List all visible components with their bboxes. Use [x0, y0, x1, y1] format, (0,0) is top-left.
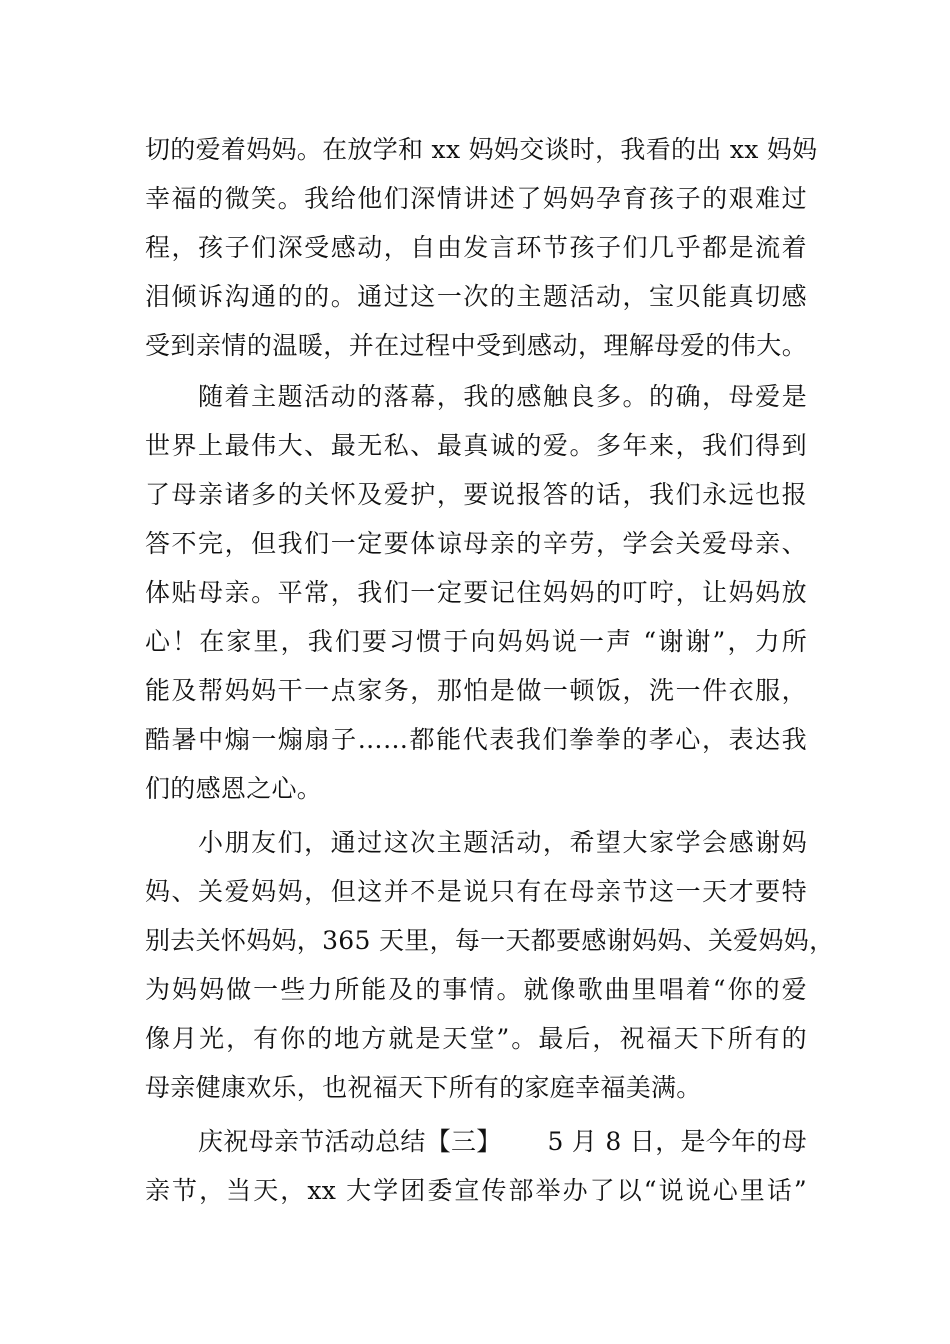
text-line: 为妈妈做一些力所能及的事情。就像歌曲里唱着“你的爱	[145, 975, 807, 1004]
text-line: 妈、关爱妈妈，但这并不是说只有在母亲节这一天才要特	[145, 877, 807, 906]
text-line: 幸福的微笑。我给他们深情讲述了妈妈孕育孩子的艰难过	[145, 184, 807, 213]
text-line: 答不完，但我们一定要体谅母亲的辛劳，学会关爱母亲、	[145, 529, 807, 558]
section-intro-text: 5 月 8 日，是今年的母	[547, 1127, 807, 1156]
section-heading: 庆祝母亲节活动总结【三】	[198, 1127, 502, 1156]
text-line: 像月光，有你的地方就是天堂”。最后，祝福天下所有的	[145, 1024, 807, 1053]
text-line: 程，孩子们深受感动，自由发言环节孩子们几乎都是流着	[145, 233, 807, 262]
text-line: 泪倾诉沟通的的。通过这一次的主题活动，宝贝能真切感	[145, 282, 807, 311]
paragraph-start-line: 随着主题活动的落幕，我的感触良多。的确，母爱是	[198, 382, 807, 411]
text-line: 心！在家里，我们要习惯于向妈妈说一声 “谢谢”，力所	[145, 627, 807, 656]
paragraph-end-line: 们的感恩之心。	[145, 774, 323, 803]
text-line: 别去关怀妈妈，365 天里，每一天都要感谢妈妈、关爱妈妈，	[145, 926, 835, 955]
text-line: 能及帮妈妈干一点家务，那怕是做一顿饭，洗一件衣服，	[145, 676, 807, 705]
paragraph-end-line: 母亲健康欢乐，也祝福天下所有的家庭幸福美满。	[145, 1073, 702, 1102]
section-heading-line	[198, 1122, 807, 1162]
text-line: 亲节，当天，xx 大学团委宣传部举办了以“说说心里话”	[145, 1176, 807, 1205]
text-line: 世界上最伟大、最无私、最真诚的爱。多年来，我们得到	[145, 431, 807, 460]
paragraph-start-line: 小朋友们，通过这次主题活动，希望大家学会感谢妈	[198, 828, 807, 857]
text-line: 切的爱着妈妈。在放学和 xx 妈妈交谈时，我看的出 xx 妈妈	[145, 135, 818, 164]
text-line: 酷暑中煽一煽扇子……都能代表我们拳拳的孝心，表达我	[145, 725, 807, 754]
text-line: 受到亲情的温暖，并在过程中受到感动，理解母爱的伟大。	[145, 331, 807, 360]
text-line: 了母亲诸多的关怀及爱护，要说报答的话，我们永远也报	[145, 480, 807, 509]
text-line: 体贴母亲。平常，我们一定要记住妈妈的叮咛，让妈妈放	[145, 578, 807, 607]
